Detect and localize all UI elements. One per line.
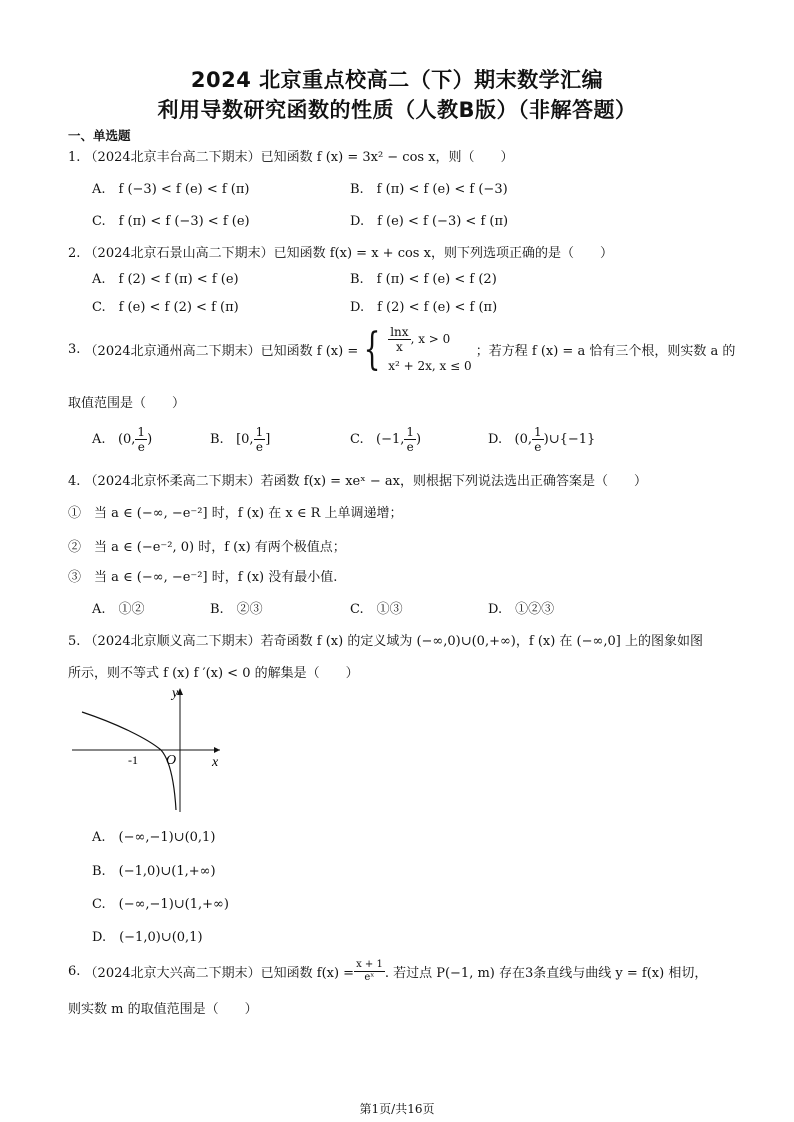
frac-den: e (255, 440, 263, 454)
case2: x² + 2x, x ≤ 0 (388, 359, 472, 373)
case1-numerator: lnx (390, 325, 409, 339)
question-1 (68, 146, 514, 165)
q2-option-a[interactable]: A. f (2) < f (π) < f (e) (92, 272, 239, 287)
frac-den: eˣ (364, 972, 375, 983)
q4-option-d[interactable]: D. ①②③ (488, 602, 555, 617)
q5-option-b[interactable]: B. (−1,0)∪(1,+∞) (92, 864, 216, 879)
q4-option-c[interactable]: C. ①③ (350, 602, 403, 617)
option-label: C. (350, 432, 364, 447)
case1-denominator: x (396, 340, 403, 354)
question-3 (68, 323, 736, 375)
tick-label: -1 (128, 753, 138, 767)
q3-option-a[interactable] (92, 426, 152, 453)
option-pre: (0, (117, 432, 136, 447)
q2-option-b[interactable]: B. f (π) < f (e) < f (2) (350, 272, 497, 287)
frac-den: e (137, 440, 145, 454)
q5-option-c[interactable]: C. (−∞,−1)∪(1,+∞) (92, 897, 229, 912)
question-stem: （2024北京怀柔高二下期末）若函数 f(x) = xeˣ − ax，则根据下列说法选出正确答案是（ ） (84, 474, 647, 489)
question-number: 1. (68, 150, 81, 165)
question-stem: （2024北京石景山高二下期末）已知函数 f(x) = x + cos x，则下列选项正确的是（ ） (84, 246, 613, 261)
question-4 (68, 470, 647, 489)
question-stem: （2024北京丰台高二下期末）已知函数 f (x) = 3x² − cos x，则（ ） (84, 150, 514, 165)
q1-option-d[interactable]: D. f (e) < f (−3) < f (π) (350, 214, 509, 229)
q3-stem-line2: 取值范围是（ ） (68, 396, 186, 411)
doc-title-line1: 2024 北京重点校高二（下）期末数学汇编 (190, 68, 604, 92)
x-axis-label: x (212, 755, 219, 770)
option-post: )∪{−1} (543, 432, 596, 447)
question-stem-pre: （2024北京大兴高二下期末）已知函数 f(x) = (84, 966, 355, 981)
q6-stem-line2: 则实数 m 的取值范围是（ ） (68, 1002, 258, 1017)
brace-symbol: { (363, 323, 381, 375)
option-post: ) (147, 432, 153, 447)
option-pre: (−1, (376, 432, 405, 447)
q1-option-a[interactable]: A. f (−3) < f (e) < f (π) (92, 182, 250, 197)
origin-label: O (166, 753, 177, 768)
frac-num: 1 (406, 425, 415, 439)
q3-option-d[interactable] (488, 426, 595, 453)
question-number: 4. (68, 474, 81, 489)
question-number: 5. (68, 634, 81, 649)
option-post: ) (416, 432, 422, 447)
section-heading: 一、单选题 (68, 128, 131, 143)
q4-statement-2: ② 当 a ∈ (−e⁻², 0) 时，f (x) 有两个极值点； (68, 540, 346, 555)
q4-option-b[interactable]: B. ②③ (210, 602, 263, 617)
frac-den: e (534, 440, 542, 454)
frac-num: 1 (533, 425, 542, 439)
q5-option-a[interactable]: A. (−∞,−1)∪(0,1) (92, 830, 216, 845)
question-6 (68, 960, 707, 983)
q5-option-d[interactable]: D. (−1,0)∪(0,1) (92, 930, 203, 945)
option-pre: [0, (236, 432, 254, 447)
question-number: 6. (68, 964, 81, 979)
case1-condition: , x > 0 (410, 332, 451, 346)
q2-option-c[interactable]: C. f (e) < f (2) < f (π) (92, 300, 239, 315)
q4-statement-1: ① 当 a ∈ (−∞, −e⁻²] 时，f (x) 在 x ∈ R 上单调递增； (68, 506, 403, 521)
frac-den: e (406, 440, 414, 454)
question-stem-pre: （2024北京通州高二下期末）已知函数 f (x) = (84, 344, 359, 359)
frac-num: 1 (255, 425, 264, 439)
y-axis-label: y (172, 686, 179, 701)
question-number: 3. (68, 342, 81, 357)
q2-option-d[interactable]: D. f (2) < f (e) < f (π) (350, 300, 498, 315)
q3-option-c[interactable] (350, 426, 421, 453)
doc-title-line2: 利用导数研究函数的性质（人教B版）（非解答题） (157, 98, 637, 122)
question-stem-post: ；若方程 f (x) = a 恰有三个根，则实数 a 的 (475, 344, 736, 359)
question-5 (68, 630, 703, 649)
q5-stem-line2: 所示，则不等式 f (x) f ′(x) < 0 的解集是（ ） (68, 666, 359, 681)
piecewise-function (358, 323, 472, 375)
question-number: 2. (68, 246, 81, 261)
q1-option-c[interactable]: C. f (π) < f (−3) < f (e) (92, 214, 250, 229)
q3-option-b[interactable] (210, 426, 270, 453)
page-footer: 第1页/共16页 (359, 1102, 435, 1116)
fraction (354, 960, 385, 983)
question-stem-post: . 若过点 P(−1, m) 存在3条直线与曲线 y = f(x) 相切， (384, 966, 708, 981)
q4-option-a[interactable]: A. ①② (92, 602, 145, 617)
option-label: D. (488, 432, 503, 447)
q5-function-graph (68, 684, 228, 816)
q1-option-b[interactable]: B. f (π) < f (e) < f (−3) (350, 182, 508, 197)
frac-num: 1 (137, 425, 146, 439)
option-post: ] (265, 432, 271, 447)
question-2 (68, 242, 613, 261)
q4-statement-3: ③ 当 a ∈ (−∞, −e⁻²] 时，f (x) 没有最小值. (68, 570, 338, 585)
frac-num: x + 1 (356, 959, 383, 970)
x-axis-arrow (214, 747, 220, 753)
option-label: A. (92, 432, 106, 447)
option-label: B. (210, 432, 224, 447)
option-pre: (0, (514, 432, 532, 447)
question-stem: （2024北京顺义高二下期末）若奇函数 f (x) 的定义域为 (−∞,0)∪(0,+∞)，f (x) 在 (−∞,0] 上的图象如图 (84, 634, 703, 649)
